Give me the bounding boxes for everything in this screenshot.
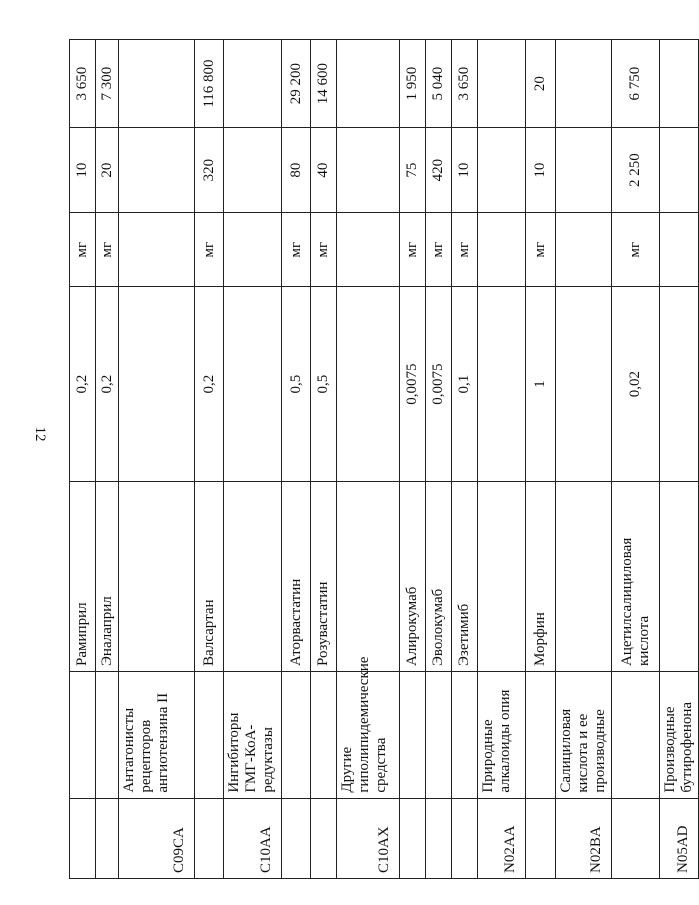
unit-cell (337, 213, 400, 287)
dose-cell: 0,2 (96, 287, 119, 482)
drug-name-cell: Ацетилсалициловая кислота (612, 481, 660, 671)
dose-cell: 0,2 (195, 287, 224, 482)
group-name-cell (195, 671, 224, 798)
group-name-cell: Салициловая кислота и ее производные (556, 671, 612, 798)
dose-cell: 0,5 (311, 287, 337, 482)
unit-cell: мг (612, 213, 660, 287)
table-row (478, 40, 526, 879)
group-name-cell (400, 671, 426, 798)
dose-cell: 0,1 (452, 287, 478, 482)
dose-cell: 0,0075 (400, 287, 426, 482)
group-name-cell: Ингибиторы ГМГ-КоА-редуктазы (224, 671, 282, 798)
dose-cell: 0,0075 (426, 287, 452, 482)
drug-name-cell (660, 481, 699, 671)
atc-code-cell: C10AX (337, 798, 400, 878)
quantity-cell (556, 128, 612, 213)
total-cell (224, 40, 282, 128)
drug-name-cell (478, 481, 526, 671)
table-row (311, 40, 337, 879)
total-cell: 5 040 (426, 40, 452, 128)
table-row (70, 40, 96, 879)
quantity-cell: 320 (195, 128, 224, 213)
table-row (195, 40, 224, 879)
drug-name-cell (337, 481, 400, 671)
drug-name-cell (556, 481, 612, 671)
atc-code-cell (311, 798, 337, 878)
table-row (426, 40, 452, 879)
unit-cell: мг (311, 213, 337, 287)
quantity-cell (337, 128, 400, 213)
unit-cell: мг (452, 213, 478, 287)
quantity-cell: 40 (311, 128, 337, 213)
group-name-cell (70, 671, 96, 798)
group-name-cell: Природные алкалоиды опия (478, 671, 526, 798)
table-row (119, 40, 195, 879)
total-cell (478, 40, 526, 128)
drug-name-cell: Алирокумаб (400, 481, 426, 671)
drug-name-cell: Эволокумаб (426, 481, 452, 671)
atc-code-cell (452, 798, 478, 878)
table-row (452, 40, 478, 879)
drug-name-cell: Розувастатин (311, 481, 337, 671)
unit-cell: мг (96, 213, 119, 287)
quantity-cell: 2 250 (612, 128, 660, 213)
group-name-cell (426, 671, 452, 798)
quantity-cell: 10 (526, 128, 556, 213)
table-row (96, 40, 119, 879)
drug-name-cell (119, 481, 195, 671)
atc-code-cell: C10AA (224, 798, 282, 878)
group-name-cell (452, 671, 478, 798)
total-cell: 6 750 (612, 40, 660, 128)
drug-name-cell: Эналаприл (96, 481, 119, 671)
dose-cell: 0,5 (282, 287, 311, 482)
group-name-cell: Производные бутирофенона (660, 671, 699, 798)
drug-name-cell: Эзетимиб (452, 481, 478, 671)
unit-cell: мг (426, 213, 452, 287)
drug-name-cell (224, 481, 282, 671)
group-name-cell: Другие гиполипидемические средства (337, 671, 400, 798)
page-number: 12 (32, 426, 48, 442)
total-cell: 20 (526, 40, 556, 128)
unit-cell (660, 213, 699, 287)
dose-cell (478, 287, 526, 482)
atc-code-cell (612, 798, 660, 878)
dose-cell: 0,2 (70, 287, 96, 482)
atc-code-cell: N02AA (478, 798, 526, 878)
unit-cell (478, 213, 526, 287)
quantity-cell: 20 (96, 128, 119, 213)
drug-table-rotated (69, 39, 695, 879)
quantity-cell: 420 (426, 128, 452, 213)
table-row (282, 40, 311, 879)
total-cell: 1 950 (400, 40, 426, 128)
atc-code-cell: C09CA (119, 798, 195, 878)
table-row (224, 40, 282, 879)
quantity-cell: 80 (282, 128, 311, 213)
quantity-cell (119, 128, 195, 213)
dose-cell (119, 287, 195, 482)
quantity-cell (660, 128, 699, 213)
drug-table (69, 39, 699, 879)
unit-cell: мг (70, 213, 96, 287)
unit-cell: мг (282, 213, 311, 287)
group-name-cell (526, 671, 556, 798)
total-cell (119, 40, 195, 128)
dose-cell: 1 (526, 287, 556, 482)
dose-cell: 0,02 (612, 287, 660, 482)
atc-code-cell (400, 798, 426, 878)
total-cell: 3 650 (70, 40, 96, 128)
unit-cell (556, 213, 612, 287)
atc-code-cell: N02BA (556, 798, 612, 878)
drug-table-container (69, 39, 695, 879)
unit-cell: мг (195, 213, 224, 287)
total-cell: 29 200 (282, 40, 311, 128)
drug-name-cell: Морфин (526, 481, 556, 671)
unit-cell: мг (400, 213, 426, 287)
drug-name-cell: Валсартан (195, 481, 224, 671)
dose-cell (337, 287, 400, 482)
total-cell: 116 800 (195, 40, 224, 128)
total-cell (660, 40, 699, 128)
atc-code-cell: N05AD (660, 798, 699, 878)
quantity-cell: 75 (400, 128, 426, 213)
group-name-cell (282, 671, 311, 798)
unit-cell: мг (526, 213, 556, 287)
group-name-cell: Антагонисты рецепторов ангиотензина II (119, 671, 195, 798)
atc-code-cell (96, 798, 119, 878)
total-cell (337, 40, 400, 128)
table-row (337, 40, 400, 879)
table-row (400, 40, 426, 879)
atc-code-cell (426, 798, 452, 878)
dose-cell (660, 287, 699, 482)
unit-cell (119, 213, 195, 287)
atc-code-cell (526, 798, 556, 878)
drug-name-cell: Рамиприл (70, 481, 96, 671)
total-cell: 7 300 (96, 40, 119, 128)
dose-cell (224, 287, 282, 482)
total-cell: 14 600 (311, 40, 337, 128)
atc-code-cell (195, 798, 224, 878)
group-name-cell (311, 671, 337, 798)
unit-cell (224, 213, 282, 287)
table-row (660, 40, 699, 879)
atc-code-cell (70, 798, 96, 878)
total-cell (556, 40, 612, 128)
drug-name-cell: Аторвастатин (282, 481, 311, 671)
atc-code-cell (282, 798, 311, 878)
dose-cell (556, 287, 612, 482)
table-row (612, 40, 660, 879)
group-name-cell (612, 671, 660, 798)
quantity-cell: 10 (452, 128, 478, 213)
total-cell: 3 650 (452, 40, 478, 128)
group-name-cell (96, 671, 119, 798)
quantity-cell: 10 (70, 128, 96, 213)
table-row (526, 40, 556, 879)
table-row (556, 40, 612, 879)
drug-table-body (70, 40, 699, 879)
quantity-cell (224, 128, 282, 213)
quantity-cell (478, 128, 526, 213)
